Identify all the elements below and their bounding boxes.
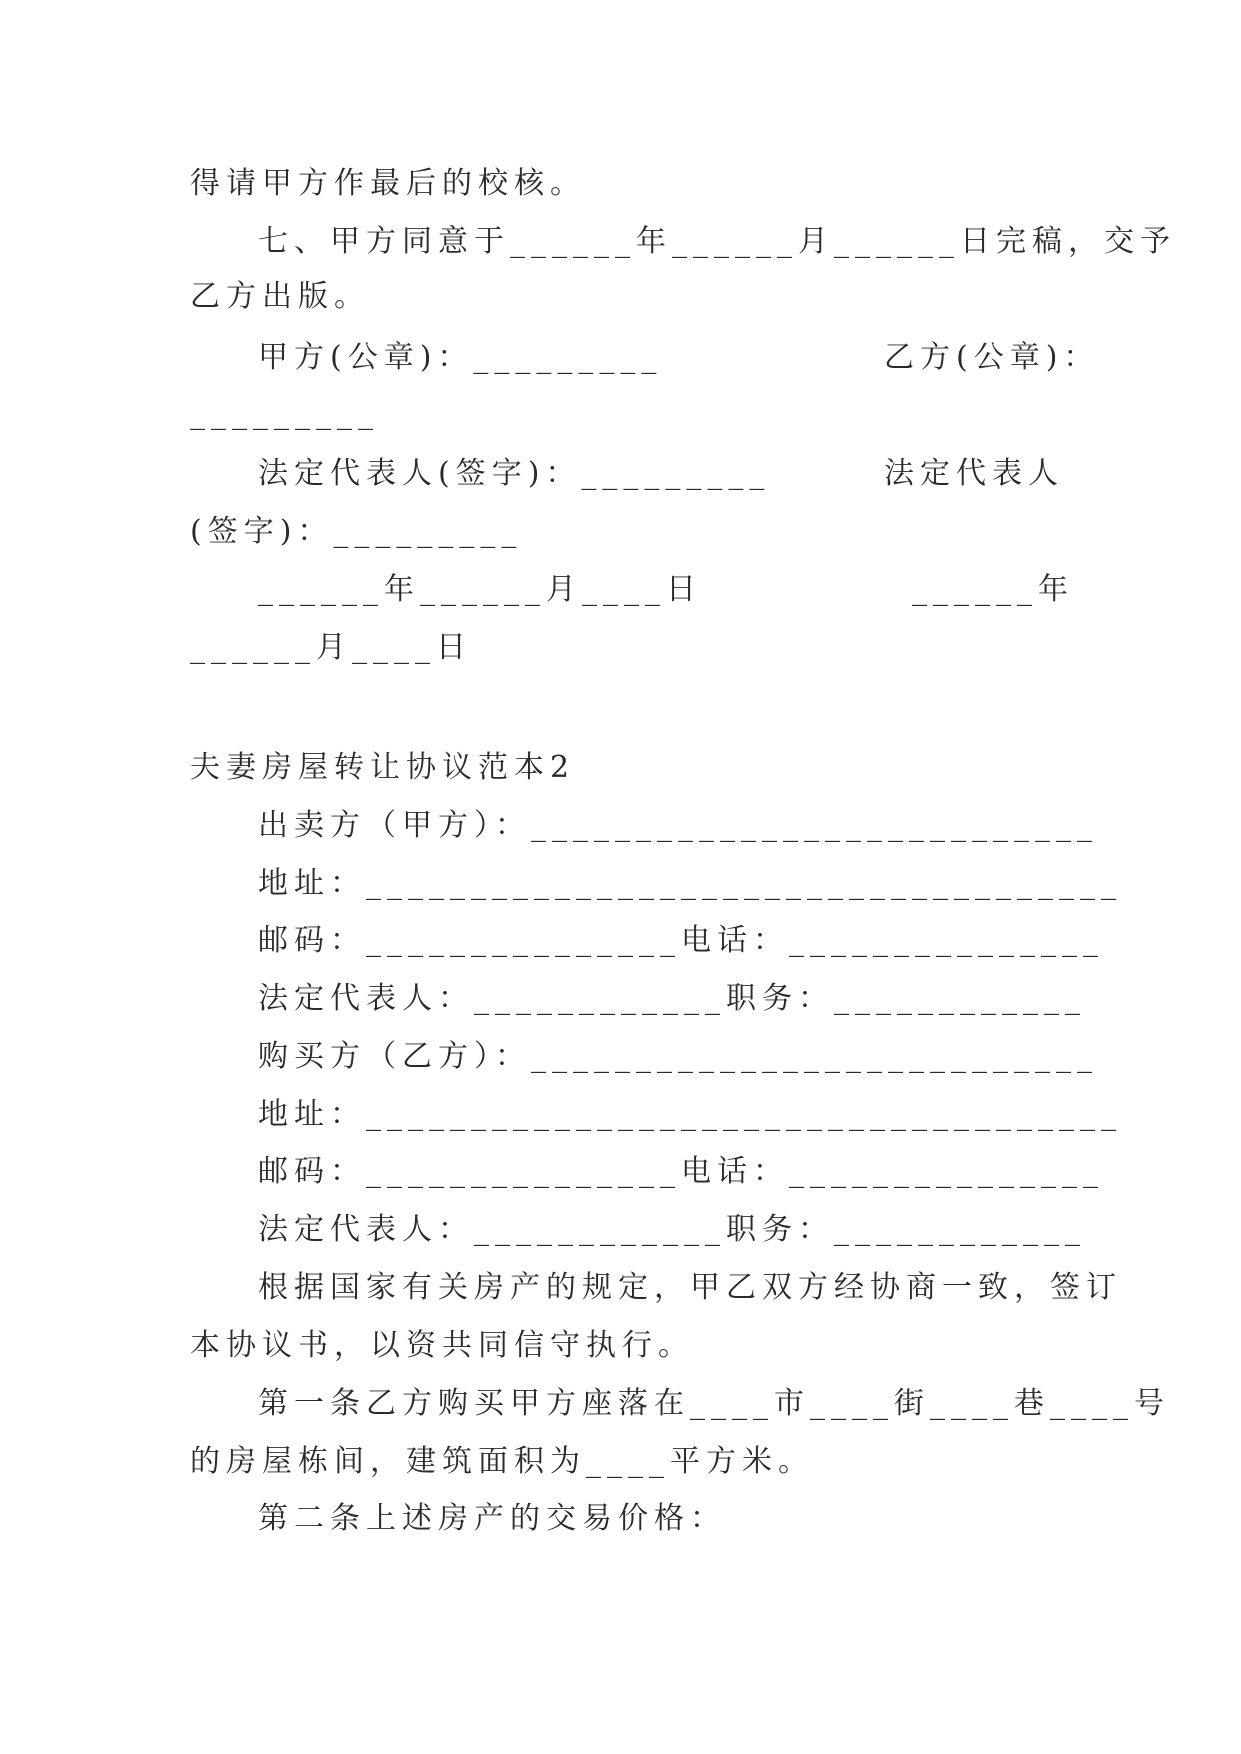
seller-line: 出卖方（甲方）：___________________________ — [258, 808, 1098, 843]
section-title: 夫妻房屋转让协议范本2 — [190, 750, 576, 785]
buyer-line: 购买方（乙方）：___________________________ — [258, 1039, 1098, 1074]
zip-phone-line: 邮码：_______________电话：_______________ — [258, 923, 1104, 958]
text-line: (签字)：_________ — [190, 514, 523, 549]
paragraph-line: 本协议书，以资共同信守执行。 — [190, 1328, 694, 1363]
text-line: 七、甲方同意于______年______月______日完稿，交予 — [258, 224, 1176, 259]
rep-line: 法定代表人：____________职务：____________ — [258, 1212, 1086, 1247]
date-a: ______年______月____日 — [258, 572, 702, 607]
zip-phone-line: 邮码：_______________电话：_______________ — [258, 1154, 1104, 1189]
date-b: ______年 — [912, 572, 1074, 607]
address-line: 地址：____________________________________ — [258, 1097, 1122, 1132]
party-a-seal: 甲方(公章)：_________ — [258, 340, 663, 375]
party-b-seal: 乙方(公章)： — [884, 340, 1100, 375]
rep-line: 法定代表人：____________职务：____________ — [258, 981, 1086, 1016]
paragraph-line: 第一条乙方购买甲方座落在____市____街____巷____号 — [258, 1386, 1170, 1421]
party-b-rep: 法定代表人 — [884, 456, 1064, 491]
text-line: _________ — [190, 396, 379, 431]
text-line: 得请甲方作最后的校核。 — [190, 166, 586, 201]
text-line: 乙方出版。 — [190, 279, 370, 314]
paragraph-line: 根据国家有关房产的规定，甲乙双方经协商一致，签订 — [258, 1270, 1122, 1305]
paragraph-line: 第二条上述房产的交易价格： — [258, 1501, 726, 1536]
text-line: ______月____日 — [190, 630, 472, 665]
paragraph-line: 的房屋栋间，建筑面积为____平方米。 — [190, 1444, 814, 1479]
party-a-rep: 法定代表人(签字)：_________ — [258, 456, 771, 491]
address-line: 地址：____________________________________ — [258, 866, 1122, 901]
